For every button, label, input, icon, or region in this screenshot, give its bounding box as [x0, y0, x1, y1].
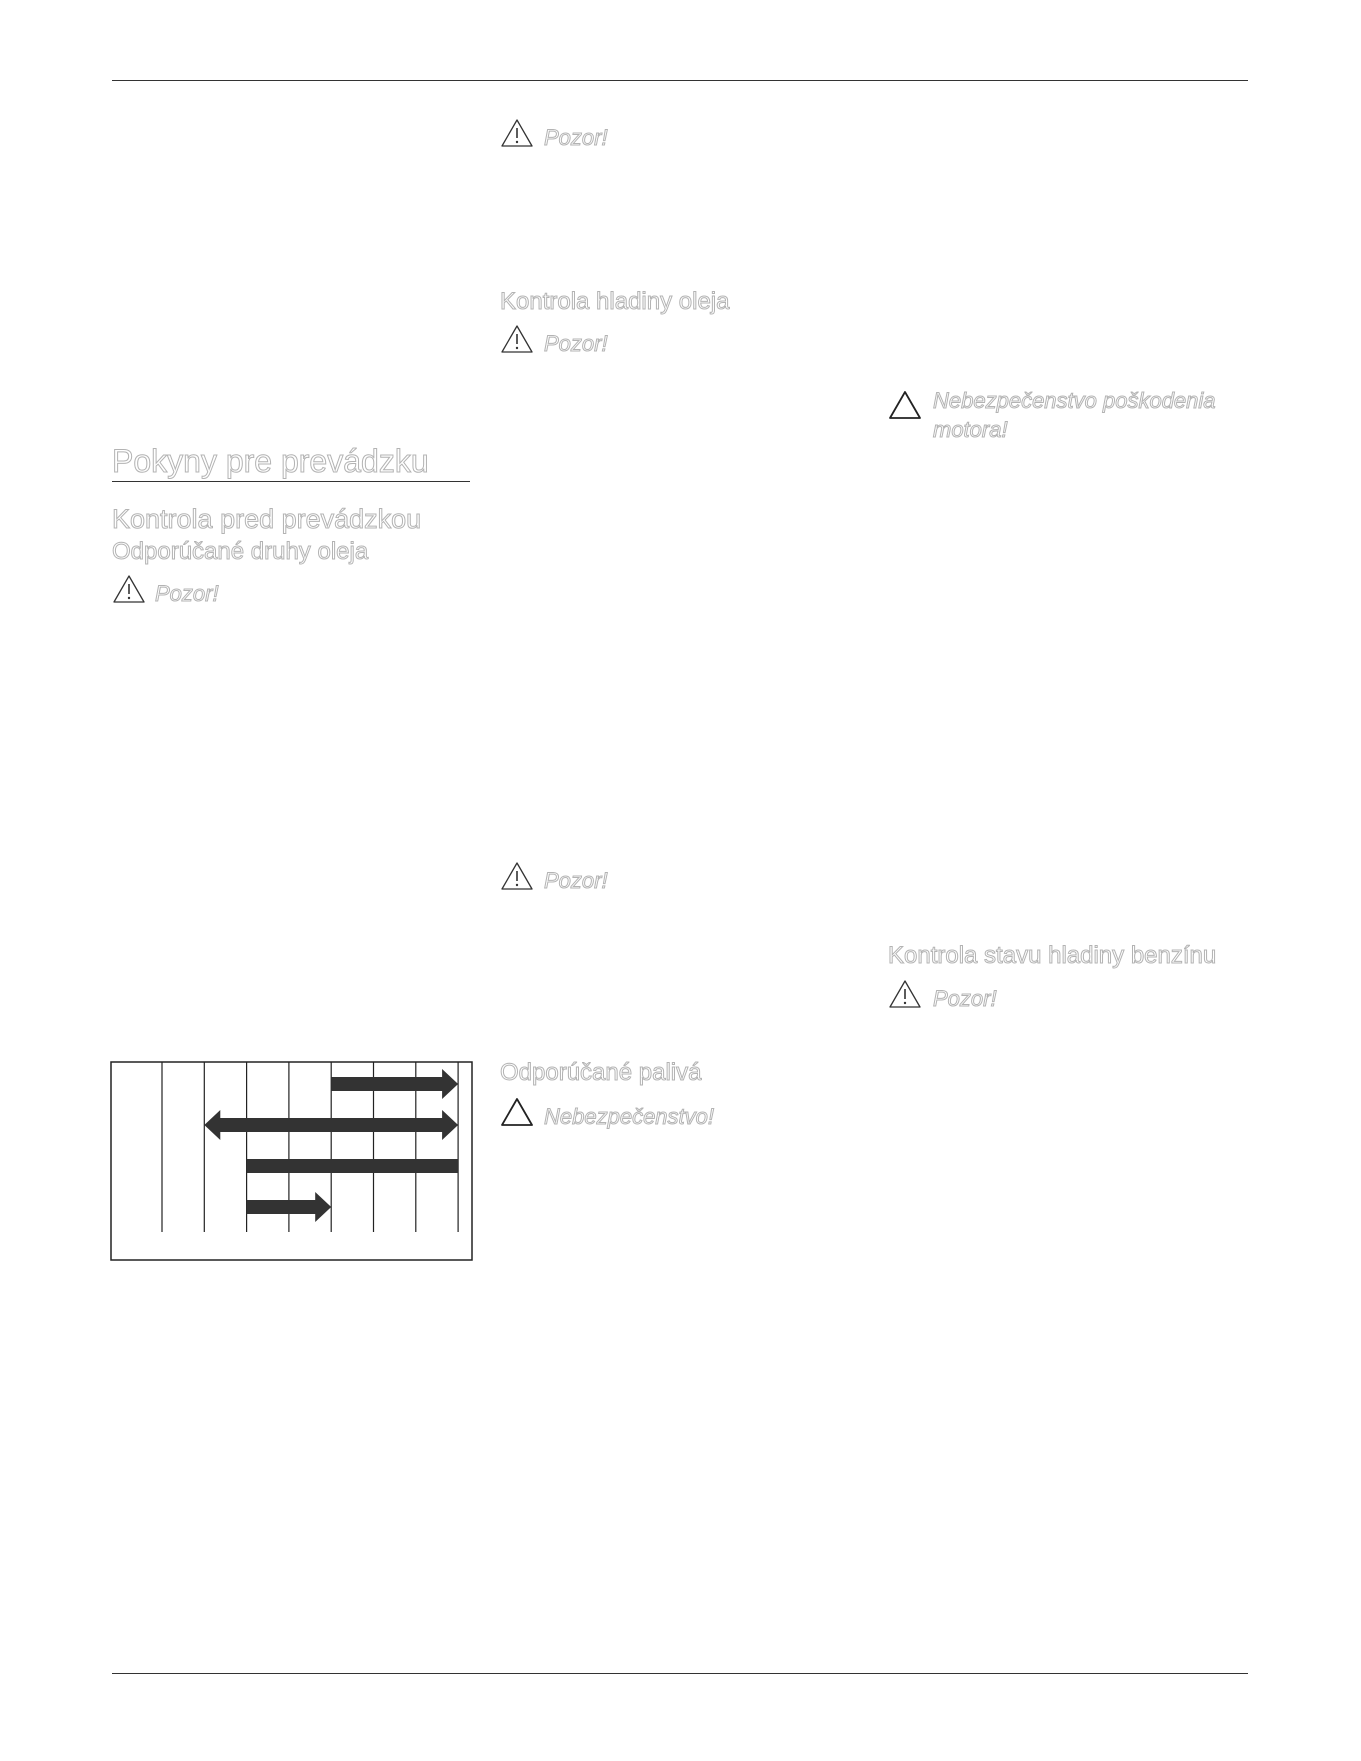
section-title: Pokyny pre prevádzku [112, 443, 429, 479]
danger-label: Nebezpečenstvo! [544, 1104, 714, 1129]
section-title-underline [112, 481, 470, 482]
caution-label: Pozor! [544, 868, 608, 893]
warning-triangle-icon [500, 1097, 534, 1127]
warning-triangle-exclamation-icon [888, 979, 922, 1009]
fuel-level-heading: Kontrola stavu hladiny benzínu [888, 942, 1217, 969]
caution-label: Pozor! [155, 581, 219, 606]
caution-label: Pozor! [933, 986, 997, 1011]
oil-types-heading: Odporúčané druhy oleja [112, 538, 369, 565]
oil-viscosity-chart [110, 1061, 473, 1261]
oil-level-heading: Kontrola hladiny oleja [500, 288, 730, 315]
bottom-rule [112, 1673, 1248, 1674]
warning-triangle-exclamation-icon [500, 861, 534, 891]
caution-label: Pozor! [544, 331, 608, 356]
warning-triangle-exclamation-icon [112, 574, 146, 604]
engine-damage-label [933, 386, 1216, 444]
subsection-title: Kontrola pred prevádzkou [112, 504, 422, 534]
warning-triangle-exclamation-icon [500, 324, 534, 354]
top-rule [112, 80, 1248, 81]
engine-damage-label-line1: Nebezpečenstvo poškodenia [933, 388, 1216, 413]
warning-triangle-icon [888, 390, 922, 420]
warning-triangle-exclamation-icon [500, 118, 534, 148]
engine-damage-label-line2: motora! [933, 417, 1008, 442]
caution-label: Pozor! [544, 125, 608, 150]
chart-range-bar-3 [247, 1159, 459, 1173]
fuel-heading: Odporúčané palivá [500, 1059, 702, 1086]
